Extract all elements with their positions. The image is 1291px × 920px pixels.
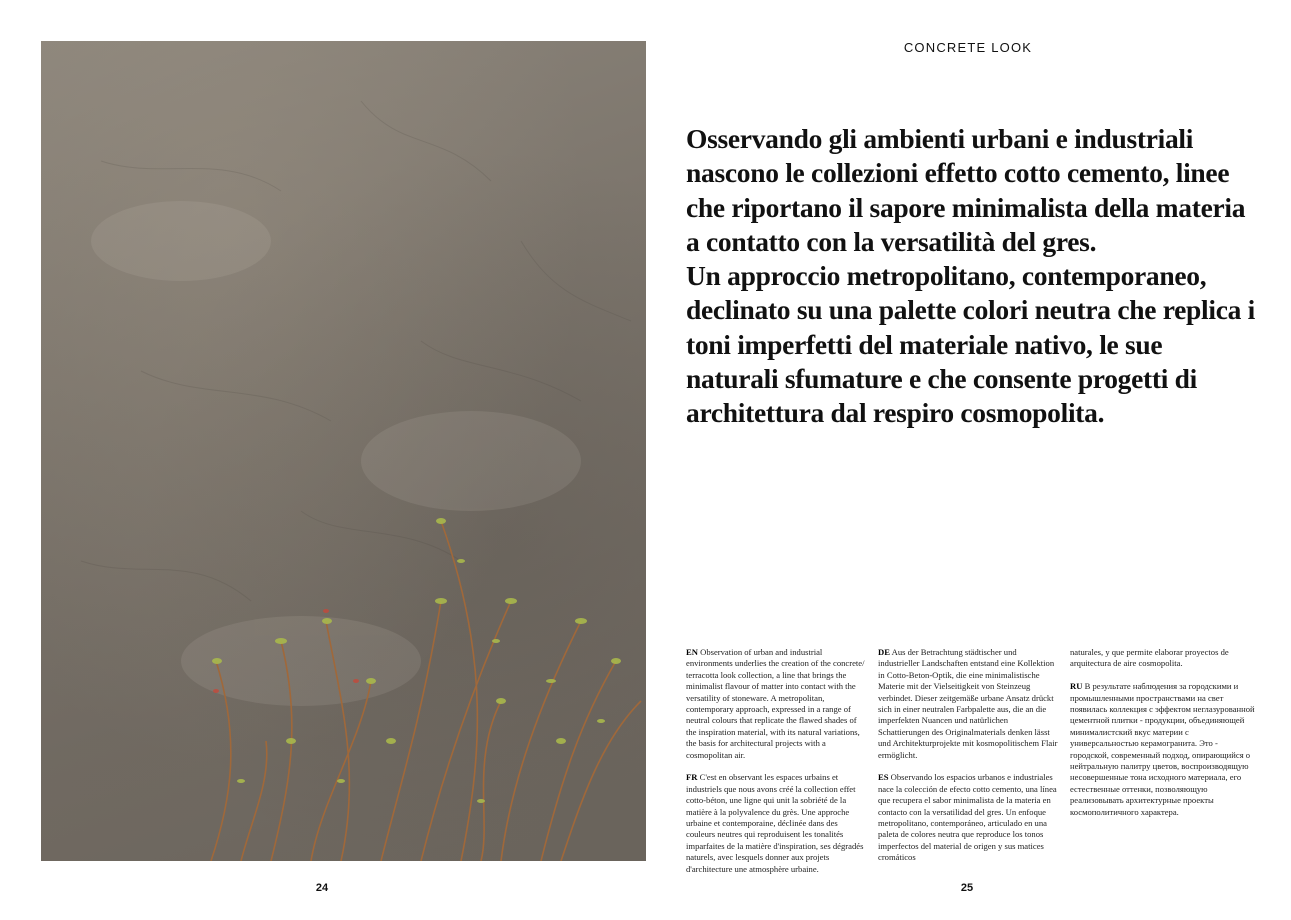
text-column-2 xyxy=(878,647,1060,875)
page-number-right: 25 xyxy=(960,882,974,894)
translation-text: Observation of urban and industrial environments underlies the creation of the concrete/ terracotta look collection, a line that brings the minimalist flavour of matter into contact with the versatility of stoneware. A metropolitan, contemporary approach, expressed in a range of neutral colours that replicate the flawed shades of the inspiration material, with its natural variations, the basis for architectural projects with a cosmopolitan air. xyxy=(686,647,865,760)
lang-code-en: EN xyxy=(686,647,698,657)
page-number-left: 24 xyxy=(315,882,329,894)
translation-text: C'est en observant les espaces urbains et industriels que nous avons créé la collection effet cotto-béton, une ligne qui unit la sobriété de la matière à la polyvalence du grès. Une approche urbaine et contemporaine, déclinée dans des couleurs neutres qui reproduisent les tonalités imparfaites de la matière d'inspiration, ses dégradés naturels, avec lesquels donner aux projets d'architecture une atmosphère urbaine. xyxy=(686,772,864,874)
translation-de xyxy=(878,647,1060,761)
translation-text: Aus der Betrachtung städtischer und industrieller Landschaften entstand eine Kollektion in Cotto-Beton-Optik, die eine minimalistische Materie mit der Vielseitigkeit von Steinzeug verbindet. Dieser zeitgemäße urbane Ansatz drückt sich in einer neutralen Farbpalette aus, die an die imperfekten Nuancen und natürlichen Schattierungen des Originalmaterials denken lässt und Architekturprojekte mit kosmopolitischem Flair ermöglicht. xyxy=(878,647,1058,760)
section-title: CONCRETE LOOK xyxy=(903,40,1033,55)
translation-fr xyxy=(686,772,868,875)
lang-code-de: DE xyxy=(878,647,890,657)
translation-text: В результате наблюдения за городскими и промышленными пространствами на свет появилась коллекция с эффектом неглазурованной цементной плитки - продукции, объединяющей минималистский вкус материи с универсальностью керамогранита. Это - городской, современный подход, опирающийся о нейтральную палитру цветов, воспроизводящую несовершенные тона исходного материала, его естественные оттенки, позволяющую реализовывать архитектурные проекты космополитичного характера. xyxy=(1070,681,1255,817)
text-column-1 xyxy=(686,647,868,887)
lang-code-fr: FR xyxy=(686,772,698,783)
translation-en xyxy=(686,647,868,761)
concrete-wall-photo xyxy=(41,41,646,861)
headline-paragraph: Un approccio metropolitano, contemporaneo, declinato su una palette colori neutra che replica i toni imperfetti del materiale nativo, le sue naturali sfumature e che consente progetti di architettura dal respiro cosmopolita. xyxy=(686,260,1255,429)
translation-es xyxy=(878,772,1060,863)
translation-ru xyxy=(1070,681,1256,818)
text-column-3 xyxy=(1070,647,1256,829)
translation-es-continued: naturales, y que permite elaborar proyectos de arquitectura de aire cosmopolita. xyxy=(1070,647,1229,669)
headline-paragraph: Osservando gli ambienti urbani e industriali nascono le collezioni effetto cotto cemento, linee che riportano il sapore minimalista della materia a contatto con la versatilità del gres. xyxy=(686,123,1246,257)
translation-text: Observando los espacios urbanos e industriales nace la colección de efecto cotto cemento, una línea que recupera el sabor minimalista de la materia en contacto con la versatilidad del gres. Un enfoque metropolitano, contemporáneo, articulado en una paleta de colores neutra que reproduce los tonos imperfectos del material de origen y sus matices cromáticos xyxy=(878,772,1057,863)
italian-headline xyxy=(686,122,1256,431)
lang-code-ru: RU xyxy=(1070,681,1083,692)
wall-texture-and-plants xyxy=(41,41,646,861)
lang-code-es: ES xyxy=(878,772,889,783)
